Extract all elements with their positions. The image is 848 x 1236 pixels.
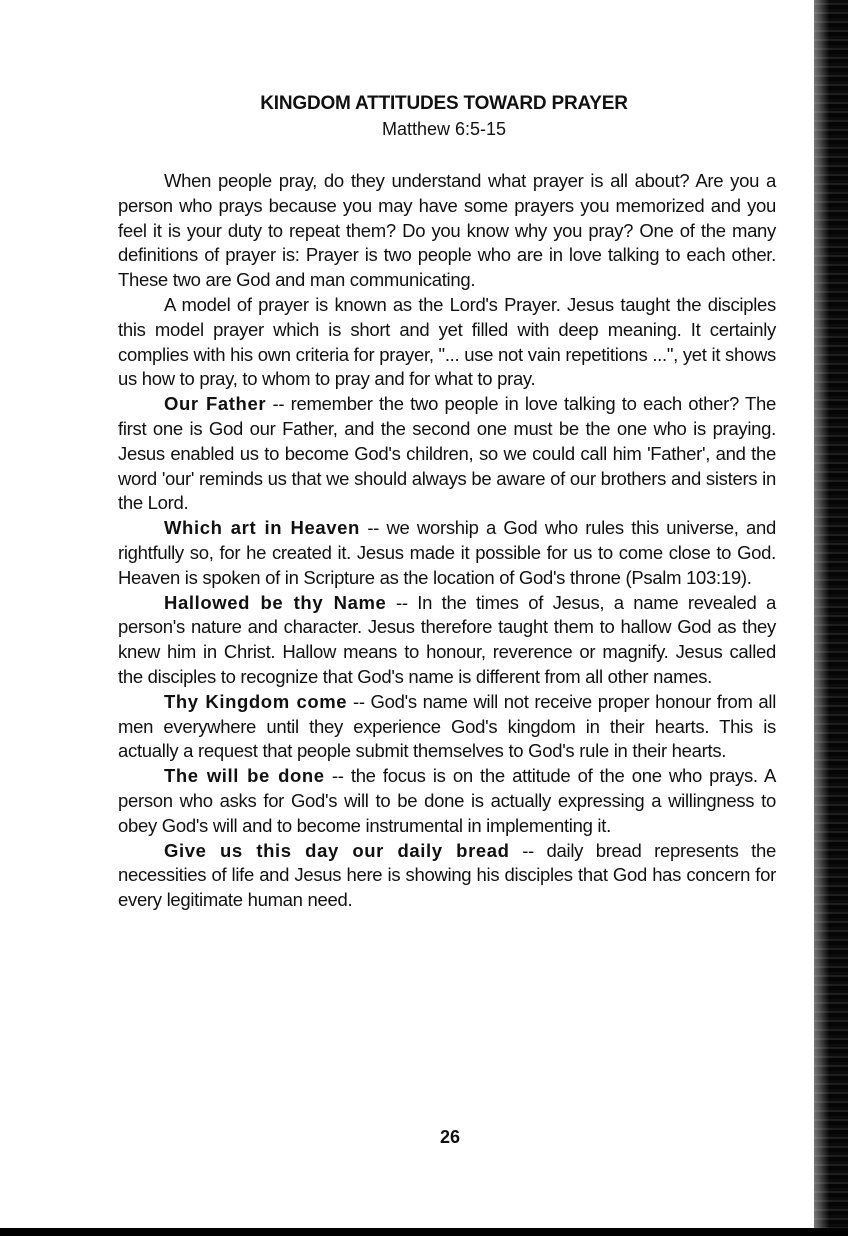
paragraph <box>118 169 776 293</box>
paragraph <box>118 591 776 690</box>
paragraph-text: A model of prayer is known as the Lord's Prayer. Jesus taught the disciples this model prayer which is short and yet filled with deep meaning. It certainly complies with his own criteria for prayer, "... use not vain repetitions ...", yet it shows us how to pray, to whom to pray and for what to pray. <box>118 293 776 390</box>
paragraph-text: -- daily bread represents the necessities of life and Jesus here is showing his disciples that God has concern for every legitimate human need. <box>118 839 776 911</box>
paragraph-text: -- we worship a God who rules this universe, and rightfully so, for he created it. Jesus made it possible for us to come close to God. Heaven is spoken of in Scripture as the location of God's throne (Psalm 103:19). <box>118 517 777 588</box>
paragraph-text: When people pray, do they understand what prayer is all about? Are you a person who prays because you may have some prayers you memorized and you feel it is your duty to repeat them? Do you know why you pray? One of the many definitions of prayer is: Prayer is two people who are in love talking to each other. These two are God and man communicating. <box>118 170 776 291</box>
body-text <box>118 169 776 913</box>
scripture-reference: Matthew 6:5-15 <box>381 119 507 139</box>
paragraph-text: -- remember the two people in love talking to each other? The first one is God our Father, and the second one must be the one who is praying. Jesus enabled us to become God's children, so we could call him 'Father', and the word 'our' reminds us that we should always be aware of our brothers and sisters in the Lord. <box>118 393 776 514</box>
paragraph-lead: Thy Kingdom come <box>164 690 348 712</box>
paragraph <box>118 690 776 764</box>
paragraph-lead: Our Father <box>164 393 267 415</box>
page-number: 26 <box>439 1127 461 1147</box>
paragraph <box>118 516 776 590</box>
paragraph <box>118 764 776 838</box>
paragraph <box>118 293 776 392</box>
paragraph-text: -- In the times of Jesus, a name revealed a person's nature and character. Jesus therefore taught them to hallow God as they knew him in Christ. Hallow means to honour, reverence or magnify. Jesus called the disciples to recognize that God's name is different from all other names. <box>118 591 776 687</box>
paragraph <box>118 839 776 913</box>
paragraph-text: -- the focus is on the attitude of the one who prays. A person who asks for God's will to be done is actually expressing a willingness to obey God's will and to become instrumental in implementing it. <box>118 765 777 836</box>
paragraph-text: -- God's name will not receive proper honour from all men everywhere until they experience God's kingdom in their hearts. This is actually a request that people submit themselves to God's rule in their hearts. <box>118 690 777 762</box>
page-title: KINGDOM ATTITUDES TOWARD PRAYER <box>260 93 628 114</box>
paragraph-lead: Which art in Heaven <box>164 517 360 539</box>
scan-edge-bottom <box>0 1228 848 1236</box>
paragraph <box>118 392 776 516</box>
scan-edge-right <box>814 0 848 1236</box>
paragraph-lead: Hallowed be thy Name <box>164 591 387 613</box>
paragraph-lead: The will be done <box>164 765 325 787</box>
paragraph-lead: Give us this day our daily bread <box>164 839 510 861</box>
